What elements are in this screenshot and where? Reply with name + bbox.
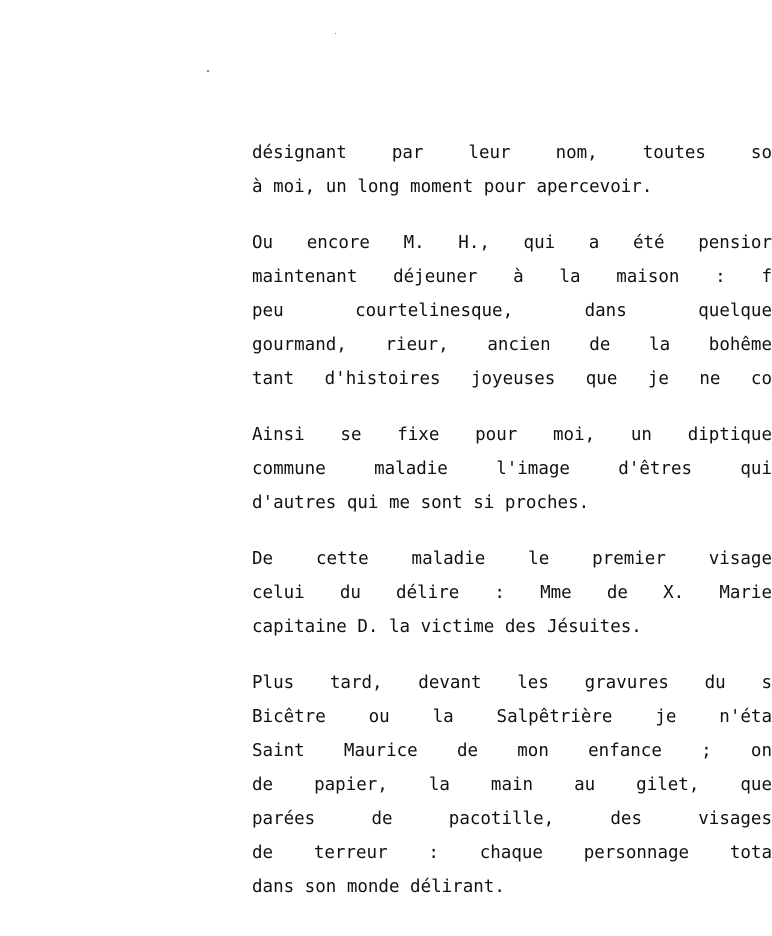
text-line: parées de pacotille, des visages bbox=[252, 809, 772, 829]
text-line: De cette maladie le premier visage bbox=[252, 549, 772, 569]
paragraph bbox=[252, 423, 772, 525]
text-line: de terreur : chaque personnage tota bbox=[252, 843, 772, 863]
text-line: maintenant déjeuner à la maison : f bbox=[252, 267, 772, 287]
paragraph-gap bbox=[252, 649, 772, 671]
text-line: d'autres qui me sont si proches. bbox=[252, 493, 590, 513]
paragraph bbox=[252, 547, 772, 649]
text-line: peu courtelinesque, dans quelque bbox=[252, 301, 772, 321]
text-line: commune maladie l'image d'êtres qui bbox=[252, 459, 772, 479]
paragraph bbox=[252, 671, 772, 909]
text-line: Bicêtre ou la Salpêtrière je n'éta bbox=[252, 707, 772, 727]
text-line: Saint Maurice de mon enfance ; on bbox=[252, 741, 772, 761]
text-line: dans son monde délirant. bbox=[252, 877, 505, 897]
paragraph-gap bbox=[252, 401, 772, 423]
paragraph bbox=[252, 141, 772, 209]
text-line: Plus tard, devant les gravures du s bbox=[252, 673, 772, 693]
scan-speck bbox=[335, 33, 336, 34]
text-line: Ainsi se fixe pour moi, un diptique bbox=[252, 425, 772, 445]
scan-speck bbox=[207, 70, 209, 72]
text-line: désignant par leur nom, toutes so bbox=[252, 143, 772, 163]
text-line: capitaine D. la victime des Jésuites. bbox=[252, 617, 642, 637]
text-line: de papier, la main au gilet, que bbox=[252, 775, 772, 795]
text-line: tant d'histoires joyeuses que je ne co bbox=[252, 369, 772, 389]
paragraph-gap bbox=[252, 209, 772, 231]
text-line: celui du délire : Mme de X. Marie bbox=[252, 583, 772, 603]
text-line: à moi, un long moment pour apercevoir. bbox=[252, 177, 653, 197]
paragraph bbox=[252, 231, 772, 401]
paragraph-gap bbox=[252, 525, 772, 547]
document-text bbox=[252, 141, 772, 909]
text-line: Ou encore M. H., qui a été pensior bbox=[252, 233, 772, 253]
text-line: gourmand, rieur, ancien de la bohême bbox=[252, 335, 772, 355]
